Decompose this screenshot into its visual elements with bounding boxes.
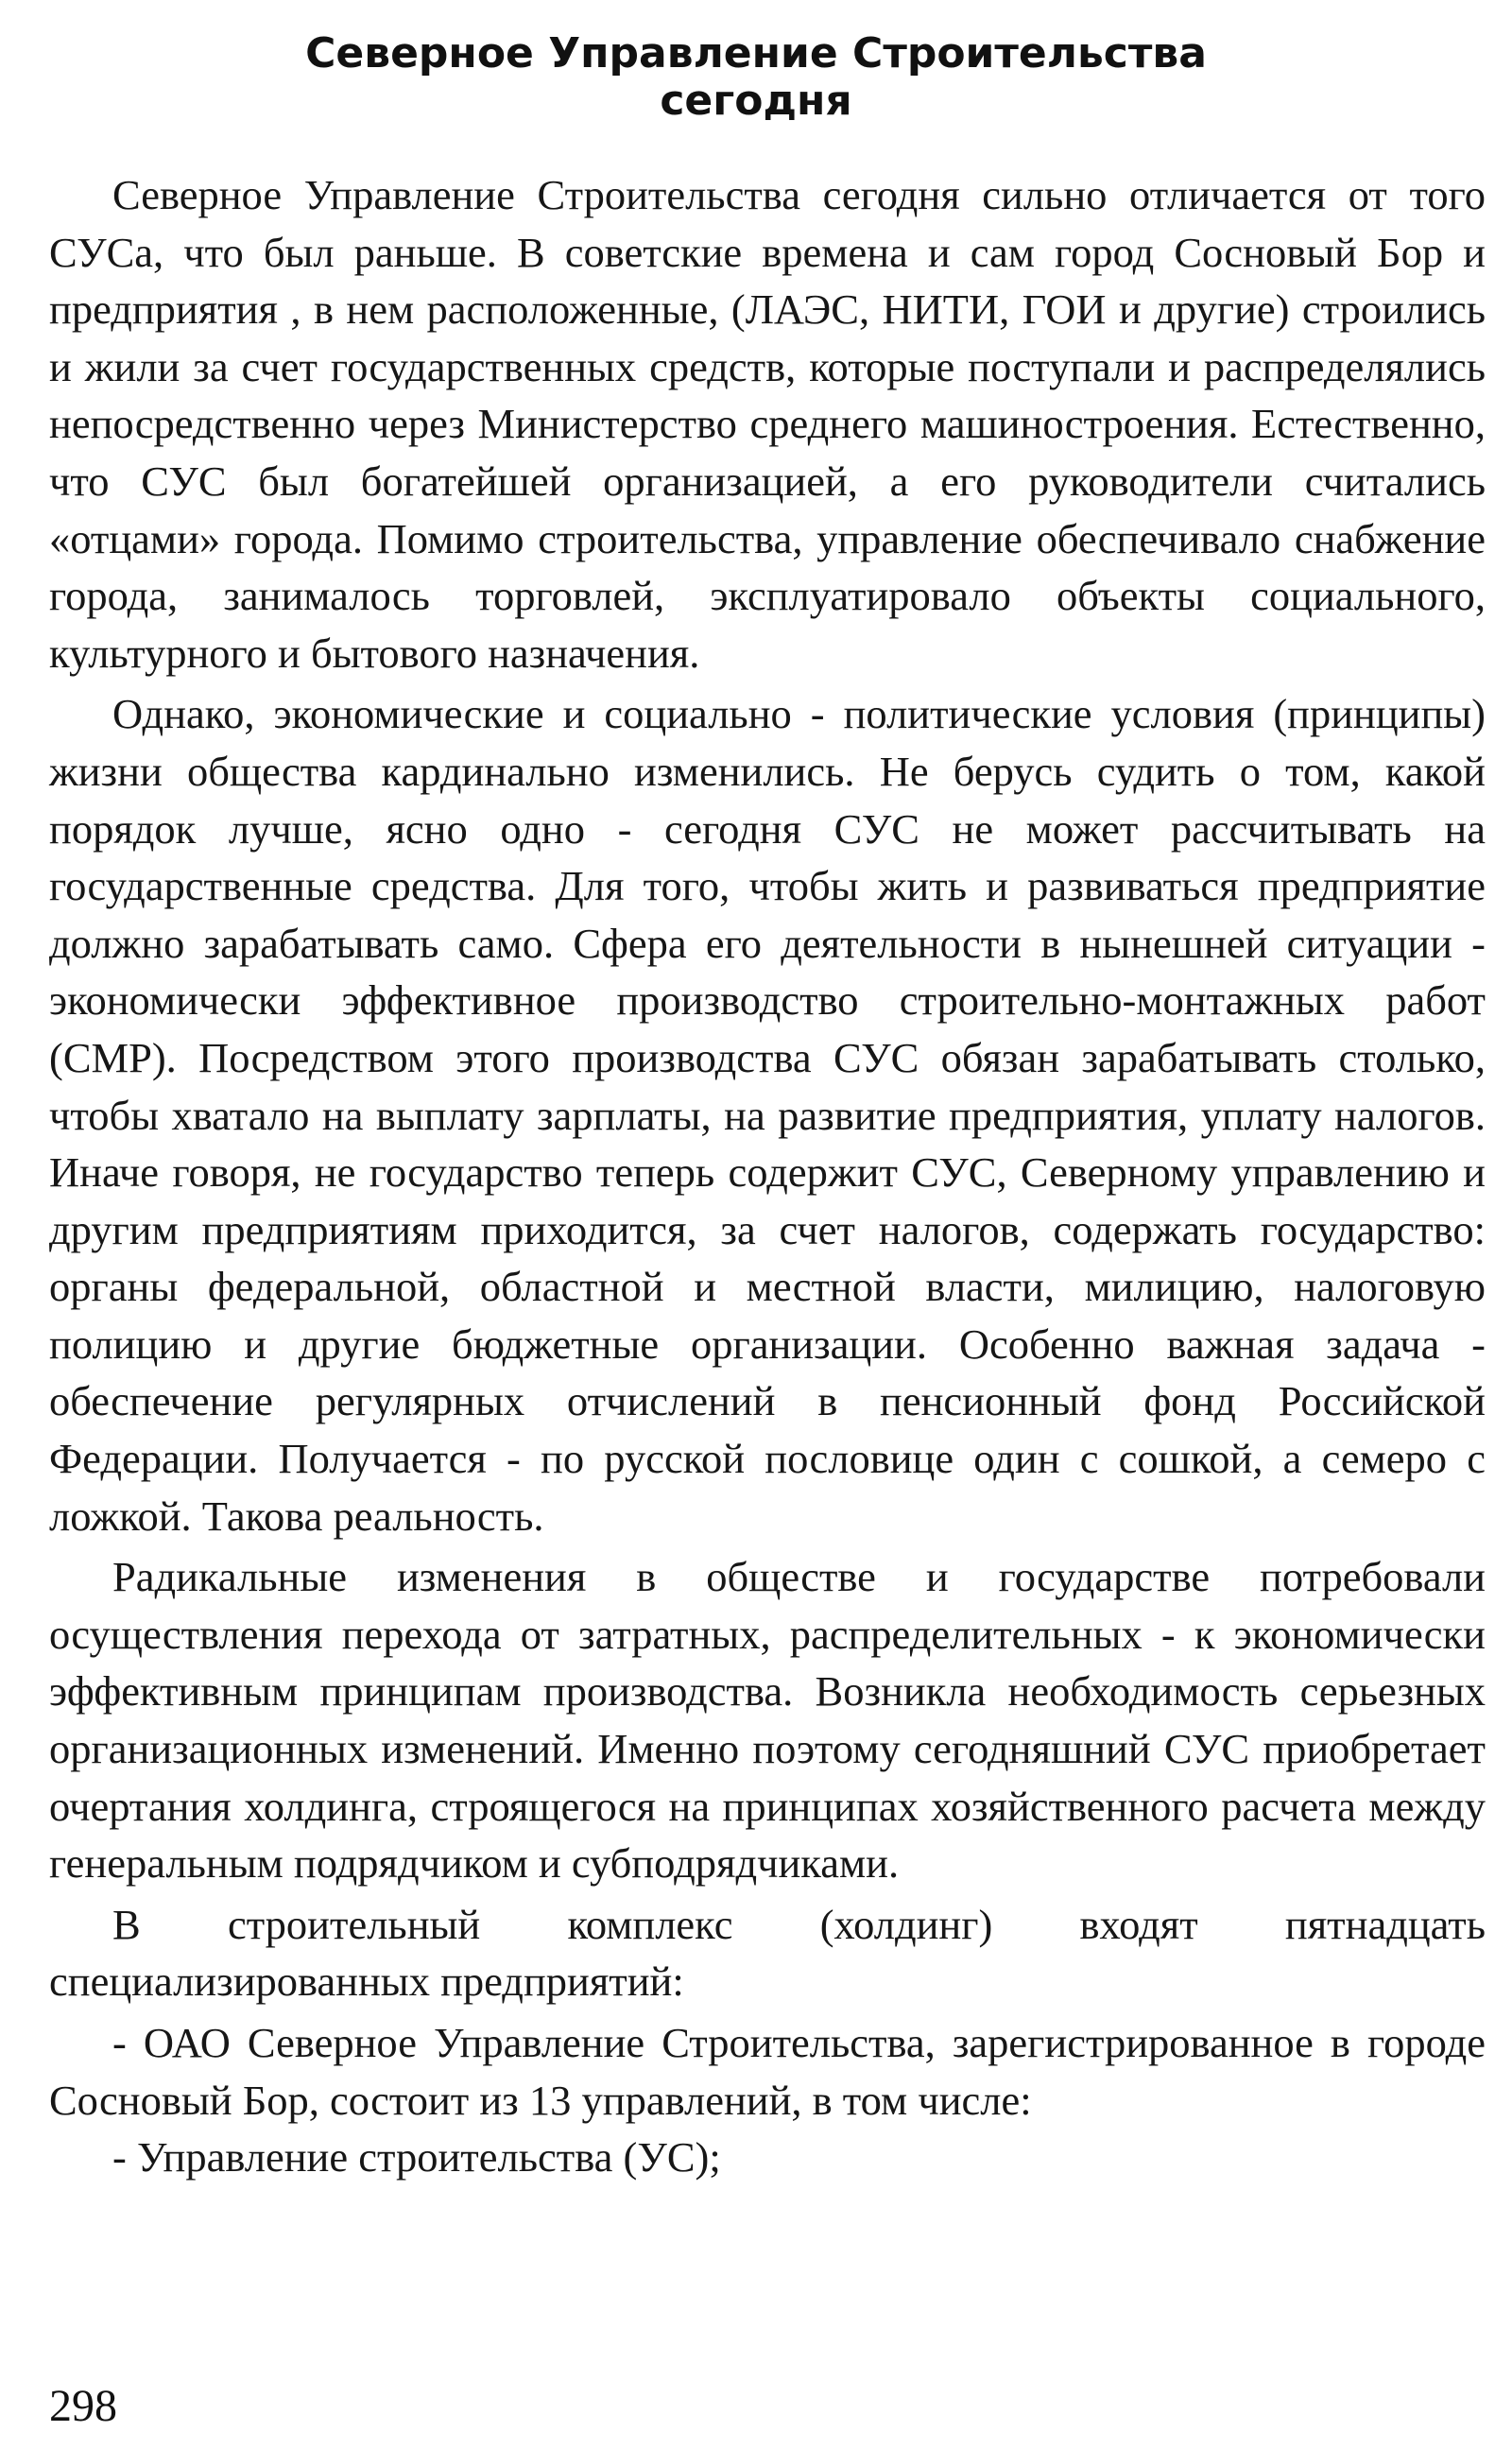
paragraph: Однако, экономические и социально - политические условия (принципы) жизни общества кардинально изменились. Не берусь судить о том, какой порядок лучше, ясно одно - сегодня СУС не может рассчитывать на государственные средства. Для того, чтобы жить и развиваться предприятие должно зарабатывать само. Сфера его деятельности в нынешней ситуации - экономически эффективное производство строительно-монтажных работ (СМР). Посредством этого производства СУС обязан зарабатывать столько, чтобы хватало на выплату зарплаты, на развитие предприятия, уплату налогов. Иначе говоря, не государство теперь содержит СУС, Северному управлению и другим предприятиям приходится, за счет налогов, содержать государство: органы федеральной, областной и местной власти, милицию, налоговую полицию и другие бюджетные организации. Особенно важная задача - обеспечение регулярных отчислений в пенсионный фонд Российской Федерации. Получается - по русской пословице один с сошкой, а семеро с ложкой. Такова реальность. <box>49 690 1486 1540</box>
page-title <box>57 30 1455 125</box>
body-text <box>49 166 1486 2186</box>
paragraph: Радикальные изменения в обществе и государстве потребовали осуществления перехода от затратных, распределительных - к экономически эффективным принципам производства. Возникла необходимость серьезных организационных изменений. Именно поэтому сегодняшний СУС приобретает очертания холдинга, строящегося на принципах хозяйственного расчета между генеральным подрядчиком и субподрядчиками. <box>49 1553 1486 1888</box>
title-line-2: сегодня <box>660 77 852 125</box>
paragraph: В строительный комплекс (холдинг) входят пятнадцать специализированных предприятий: <box>49 1900 1486 2006</box>
page-number: 298 <box>49 2381 117 2431</box>
paragraph: Северное Управление Строительства сегодня сильно отличается от того СУСа, что был раньше. В советские времена и сам город Сосновый Бор и предприятия , в нем расположенные, (ЛАЭС, НИТИ, ГОИ и другие) строились и жили за счет государственных средств, которые поступали и распределялись непосредственно через Министерство среднего машиностроения. Естественно, что СУС был богатейшей организацией, а его руководители считались «отцами» города. Помимо строительства, управление обеспечивало снабжение города, занималось торговлей, эксплуатировало объекты социального, культурного и бытового назначения. <box>49 171 1486 677</box>
title-line-1: Северное Управление Строительства <box>305 29 1207 78</box>
list-item: - ОАО Северное Управление Строительства, зарегистрированное в городе Сосновый Бор, состоит из 13 управлений, в том числе: <box>49 2019 1486 2124</box>
list-item: - Управление строительства (УС); <box>112 2133 721 2182</box>
